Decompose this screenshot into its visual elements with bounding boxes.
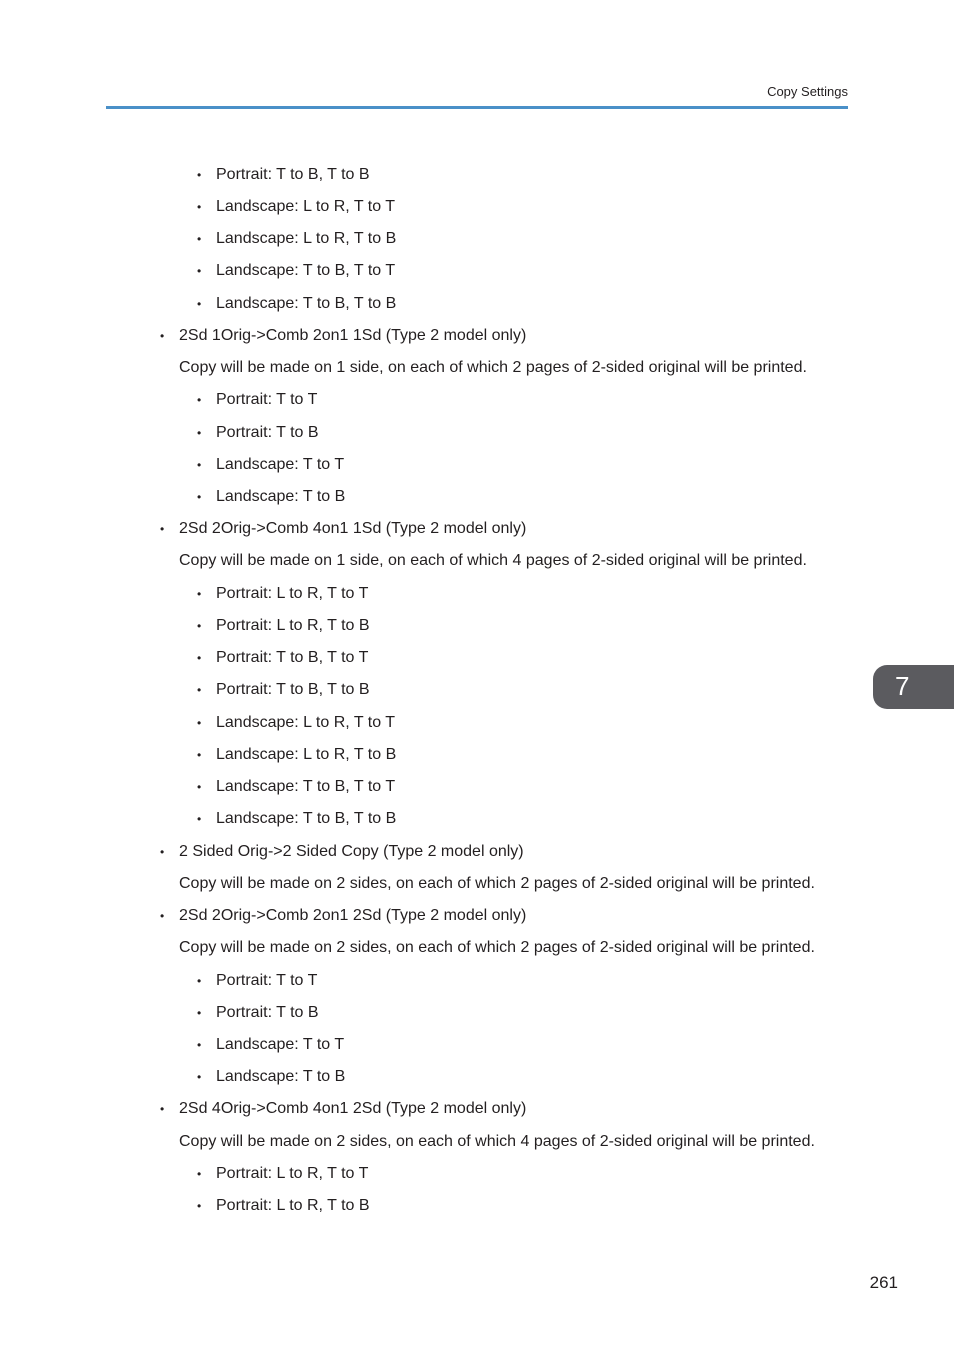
list-item: Landscape: T to B <box>216 1068 346 1085</box>
list-item: Portrait: T to B, T to T <box>216 649 369 666</box>
bullet: • <box>160 845 165 859</box>
bullet: • <box>197 619 202 633</box>
list-item: Landscape: T to B, T to B <box>216 810 397 827</box>
setting-item: 2Sd 2Orig->Comb 4on1 1Sd (Type 2 model only) <box>179 520 527 537</box>
setting-description: Copy will be made on 1 side, on each of which 4 pages of 2-sided original will be printed. <box>179 552 807 569</box>
bullet: • <box>160 909 165 923</box>
bullet: • <box>197 812 202 826</box>
header-rule <box>106 106 848 109</box>
list-item: Portrait: T to B, T to B <box>216 166 370 183</box>
setting-description: Copy will be made on 2 sides, on each of which 4 pages of 2-sided original will be printed. <box>179 1133 815 1150</box>
setting-description: Copy will be made on 1 side, on each of which 2 pages of 2-sided original will be printed. <box>179 359 807 376</box>
bullet: • <box>197 1006 202 1020</box>
list-item: Portrait: L to R, T to T <box>216 585 369 602</box>
setting-item: 2Sd 4Orig->Comb 4on1 2Sd (Type 2 model only) <box>179 1100 527 1117</box>
bullet: • <box>160 522 165 536</box>
bullet: • <box>197 426 202 440</box>
list-item: Portrait: T to B <box>216 1004 319 1021</box>
bullet: • <box>197 1199 202 1213</box>
list-item: Portrait: T to T <box>216 391 318 408</box>
bullet: • <box>197 458 202 472</box>
setting-description: Copy will be made on 2 sides, on each of which 2 pages of 2-sided original will be printed. <box>179 875 815 892</box>
running-header-title: Copy Settings <box>767 84 848 99</box>
bullet: • <box>197 393 202 407</box>
bullet: • <box>197 1070 202 1084</box>
bullet: • <box>197 651 202 665</box>
list-item: Portrait: T to B <box>216 424 319 441</box>
bullet: • <box>197 200 202 214</box>
list-item: Landscape: T to T <box>216 456 345 473</box>
chapter-tab <box>873 665 954 709</box>
page-number: 261 <box>869 1273 898 1292</box>
setting-item: 2Sd 1Orig->Comb 2on1 1Sd (Type 2 model only) <box>179 327 527 344</box>
bullet: • <box>197 683 202 697</box>
bullet: • <box>197 748 202 762</box>
bullet: • <box>197 168 202 182</box>
bullet: • <box>197 780 202 794</box>
bullet: • <box>197 297 202 311</box>
list-item: Portrait: L to R, T to T <box>216 1165 369 1182</box>
list-item: Landscape: L to R, T to B <box>216 230 397 247</box>
setting-item: 2 Sided Orig->2 Sided Copy (Type 2 model only) <box>179 843 524 860</box>
bullet: • <box>197 1038 202 1052</box>
bullet: • <box>160 329 165 343</box>
bullet: • <box>197 716 202 730</box>
bullet: • <box>197 974 202 988</box>
list-item: Landscape: L to R, T to T <box>216 714 396 731</box>
bullet: • <box>197 587 202 601</box>
bullet: • <box>197 1167 202 1181</box>
list-item: Landscape: T to B, T to B <box>216 295 397 312</box>
chapter-number: 7 <box>895 671 910 701</box>
list-item: Landscape: T to B, T to T <box>216 778 396 795</box>
bullet: • <box>160 1102 165 1116</box>
list-item: Landscape: T to B <box>216 488 346 505</box>
list-item: Landscape: T to B, T to T <box>216 262 396 279</box>
bullet: • <box>197 490 202 504</box>
list-item: Portrait: L to R, T to B <box>216 617 370 634</box>
bullet: • <box>197 264 202 278</box>
setting-item: 2Sd 2Orig->Comb 2on1 2Sd (Type 2 model only) <box>179 907 527 924</box>
bullet: • <box>197 232 202 246</box>
list-item: Landscape: T to T <box>216 1036 345 1053</box>
list-item: Portrait: L to R, T to B <box>216 1197 370 1214</box>
list-item: Landscape: L to R, T to B <box>216 746 397 763</box>
list-item: Landscape: L to R, T to T <box>216 198 396 215</box>
setting-description: Copy will be made on 2 sides, on each of which 2 pages of 2-sided original will be printed. <box>179 939 815 956</box>
list-item: Portrait: T to T <box>216 972 318 989</box>
list-item: Portrait: T to B, T to B <box>216 681 370 698</box>
